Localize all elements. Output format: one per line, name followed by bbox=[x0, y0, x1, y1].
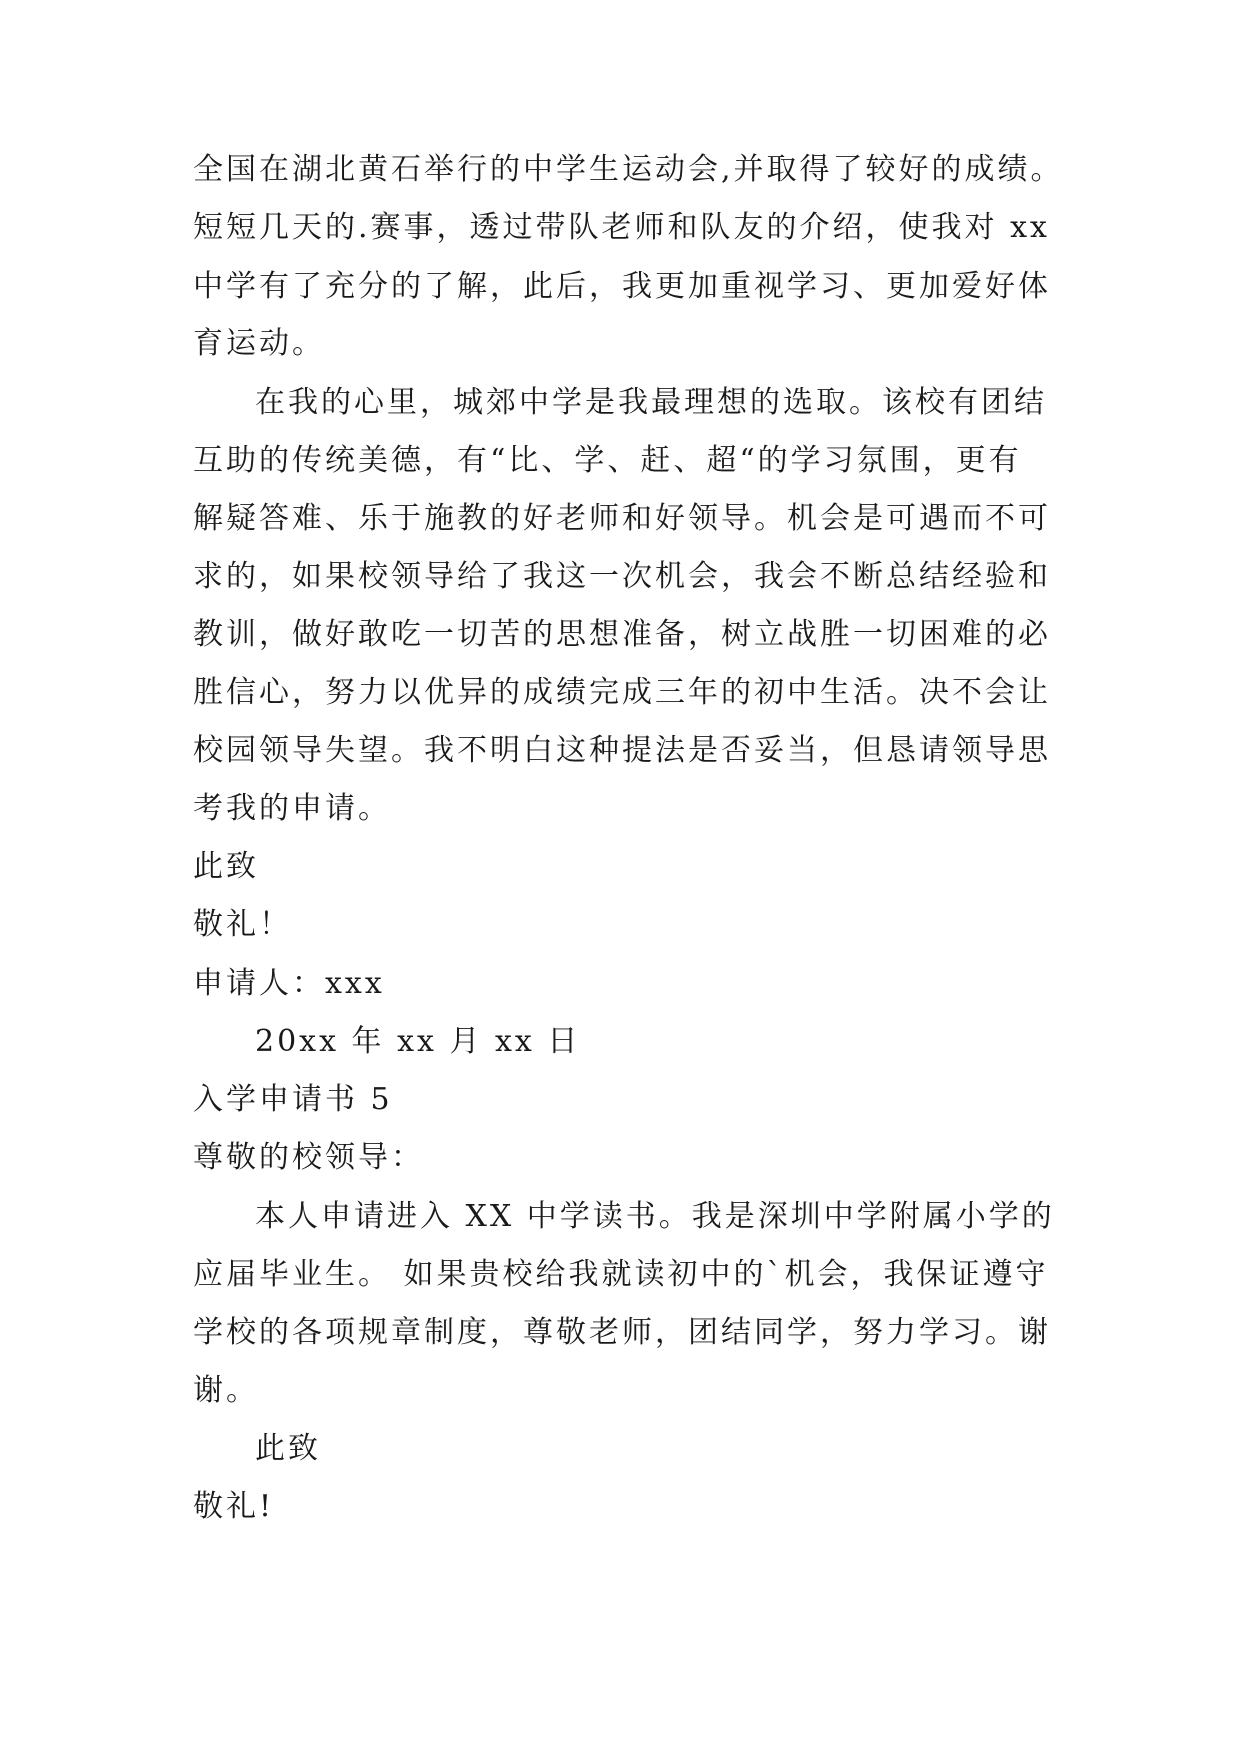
paragraph-line: 谢。 bbox=[193, 1373, 259, 1408]
paragraph-line: 全国在湖北黄石举行的中学生运动会,并取得了较好的成绩。 bbox=[193, 152, 1064, 187]
paragraph-line: 中学有了充分的了解，此后，我更加重视学习、更加爱好体 bbox=[193, 269, 1051, 304]
paragraph-line: 校园领导失望。我不明白这种提法是否妥当，但恳请领导思 bbox=[193, 733, 1051, 768]
paragraph-line: 胜信心，努力以优异的成绩完成三年的初中生活。决不会让 bbox=[193, 675, 1051, 710]
greeting: 尊敬的校领导： bbox=[193, 1140, 424, 1175]
paragraph-line: 解疑答难、乐于施教的好老师和好领导。机会是可遇而不可 bbox=[193, 501, 1051, 536]
section-heading: 入学申请书 5 bbox=[193, 1082, 393, 1117]
applicant-signature: 申请人：xxx bbox=[193, 966, 385, 1001]
paragraph-line: 考我的申请。 bbox=[193, 791, 391, 826]
salutation-closing: 此致 bbox=[193, 849, 259, 884]
paragraph-line: 求的，如果校领导给了我这一次机会，我会不断总结经验和 bbox=[193, 559, 1051, 594]
paragraph-line: 教训，做好敢吃一切苦的思想准备，树立战胜一切困难的必 bbox=[193, 617, 1051, 652]
paragraph-line: 学校的各项规章制度，尊敬老师，团结同学，努力学习。谢 bbox=[193, 1315, 1051, 1350]
salutation-closing: 此致 bbox=[255, 1431, 321, 1466]
paragraph-line: 育运动。 bbox=[193, 326, 325, 361]
paragraph-line: 本人申请进入 XX 中学读书。我是深圳中学附属小学的 bbox=[255, 1199, 1055, 1234]
paragraph-line: 互助的传统美德，有“比、学、赶、超“的学习氛围，更有 bbox=[193, 443, 1022, 478]
closing-regards: 敬礼! bbox=[193, 1489, 275, 1524]
paragraph-line: 应届毕业生。 如果贵校给我就读初中的`机会，我保证遵守 bbox=[193, 1257, 1049, 1292]
paragraph-line: 短短几天的.赛事，透过带队老师和队友的介绍，使我对 xx bbox=[193, 210, 1050, 245]
paragraph-line: 在我的心里，城郊中学是我最理想的选取。该校有团结 bbox=[255, 385, 1047, 420]
closing-regards: 敬礼！ bbox=[193, 907, 292, 942]
date-line: 20xx 年 xx 月 xx 日 bbox=[255, 1024, 581, 1059]
